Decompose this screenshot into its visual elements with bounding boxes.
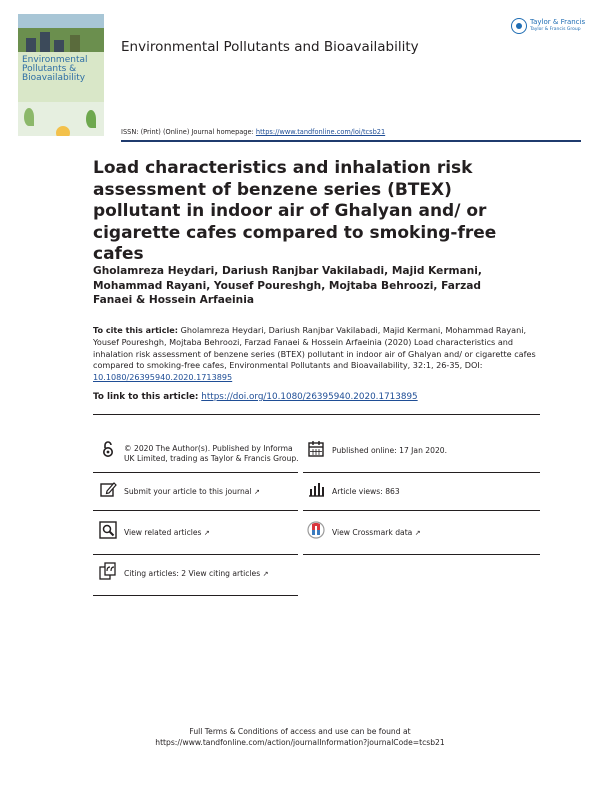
- calendar-icon: [307, 440, 325, 458]
- license-text: © 2020 The Author(s). Published by Informa UK Limited, trading as Taylor & Francis Group.: [124, 444, 299, 463]
- external-link-icon: ↗: [203, 529, 210, 537]
- link-label: To link to this article:: [93, 392, 199, 402]
- related-articles-link[interactable]: View related articles ↗: [124, 528, 210, 537]
- footer-terms-link[interactable]: https://www.tandfonline.com/action/journalInformation?journalCode=tcsb21: [155, 738, 445, 747]
- external-link-icon: ↗: [414, 529, 421, 537]
- header-rule: [121, 140, 581, 142]
- cell-divider: [303, 510, 540, 511]
- issn-label: ISSN: (Print) (Online) Journal homepage:: [121, 128, 254, 136]
- cell-divider: [303, 554, 540, 555]
- cell-divider: [93, 595, 298, 596]
- cite-text: Gholamreza Heydari, Dariush Ranjbar Vakilabadi, Majid Kermani, Mohammad Rayani, Yousef Poureshgh, Mojtaba Behroozi, Farzad Fanaei & Hossein Arfaeinia (2020) Load characteristics and inhalation risk assessment of benzene series (BTEX) pollutant in indoor air of Ghalyan and/ or cigarette cafes compared to smoking-free cafes, Environmental Pollutants and Bioavailability, 32:1, 26-35, DOI:: [93, 325, 536, 371]
- article-title: Load characteristics and inhalation risk assessment of benzene series (BTEX) pollutant in indoor air of Ghalyan and/ or cigarette cafes compared to smoking-free cafes: [93, 158, 497, 264]
- cite-label: To cite this article:: [93, 325, 179, 335]
- submit-article-link[interactable]: Submit your article to this journal ↗: [124, 487, 260, 496]
- journal-homepage-link[interactable]: https://www.tandfonline.com/loi/tcsb21: [255, 128, 386, 136]
- article-doi-link[interactable]: https://doi.org/10.1080/26395940.2020.1713895: [201, 392, 418, 402]
- open-access-icon: [99, 440, 117, 458]
- taylor-francis-logo[interactable]: Taylor & Francis Taylor & Francis Group: [511, 16, 581, 38]
- crossmark-link[interactable]: View Crossmark data ↗: [332, 528, 421, 537]
- footer: [0, 726, 600, 748]
- external-link-icon: ↗: [262, 570, 269, 578]
- citing-articles-link[interactable]: Citing articles: 2 View citing articles ↗: [124, 569, 269, 578]
- journal-cover-image: [18, 14, 104, 136]
- published-date: Published online: 17 Jan 2020.: [332, 446, 448, 455]
- divider: [93, 414, 540, 415]
- cell-divider: [303, 472, 540, 473]
- cell-divider: [93, 472, 298, 473]
- article-authors: Gholamreza Heydari, Dariush Ranjbar Vakilabadi, Majid Kermani, Mohammad Rayani, Yousef Poureshgh, Mojtaba Behroozi, Farzad Fanaei & Hossein Arfaeinia: [93, 265, 482, 306]
- bar-chart-icon: [307, 480, 325, 498]
- article-link-line: [93, 392, 418, 402]
- cover-title: Environmental Pollutants & Bioavailability: [22, 55, 88, 83]
- footer-terms-text: Full Terms & Conditions of access and use can be found at: [189, 727, 411, 736]
- cell-divider: [93, 510, 298, 511]
- crossmark-icon: [307, 521, 325, 539]
- cite-doi-link[interactable]: 10.1080/26395940.2020.1713895: [93, 372, 233, 383]
- issn-line: [121, 128, 385, 136]
- cell-divider: [93, 554, 298, 555]
- search-icon: [99, 521, 117, 539]
- edit-icon: [99, 480, 117, 498]
- citation: [93, 325, 539, 384]
- citing-articles-icon: [99, 562, 117, 580]
- article-views: Article views: 863: [332, 487, 400, 496]
- journal-name: Environmental Pollutants and Bioavailability: [121, 39, 419, 55]
- external-link-icon: ↗: [253, 488, 260, 496]
